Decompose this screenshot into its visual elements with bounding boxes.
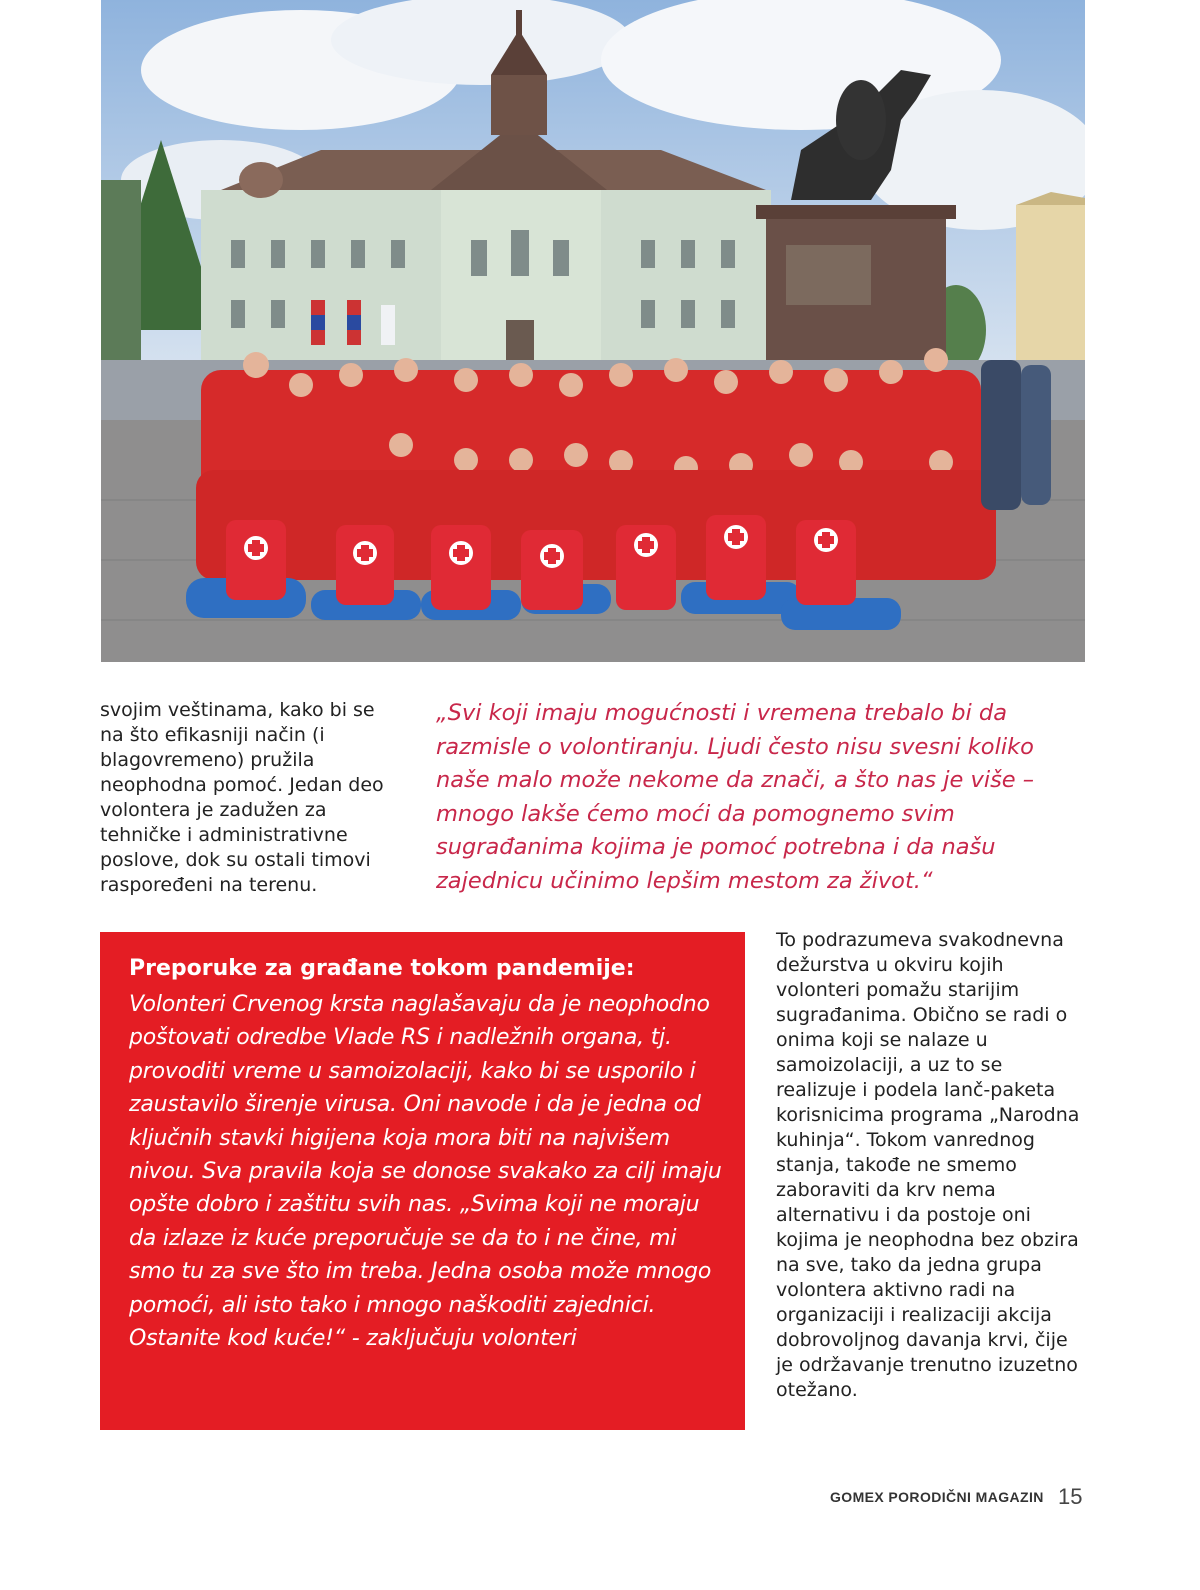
volunteers-photo bbox=[101, 0, 1085, 662]
left-column-text: svojim veštinama, kako bi se na što efikasniji način (i blagovremeno) pružila neophodna pomoć. Jedan deo volontera je zadužen za tehničke i administrativne poslove, dok su ostali timovi raspoređeni na terenu. bbox=[100, 699, 384, 896]
pull-quote: „Svi koji imaju mogućnosti i vremena trebalo bi da razmisle o volontiranju. Ljudi često nisu svesni koliko naše malo može nekome da znači, a što nas je više – mnogo lakše ćemo moći da pomognemo svim sugrađanima kojima je pomoć potrebna i da našu zajednicu učinimo lepšim mestom za život.“ bbox=[436, 700, 1035, 894]
box-text: Volonteri Crvenog krsta naglašavaju da je neophodno poštovati odredbe Vlade RS i nadležnih organa, tj. provoditi vreme u samoizolaciji, kako bi se usporilo i zaustavilo širenje virusa. Oni navode i da je jedna od ključnih stavki higijena koja mora biti na najvišem nivou. Sva pravila koja se donose svakako za cilj imaju opšte dobro i zaštitu svih nas. „Svima koji ne moraju da izlaze iz kuće preporučuje se da to i ne čine, mi smo tu za sve što im treba. Jedna osoba može mnogo pomoći, ali isto tako i mnogo naškoditi zajednici. Ostanite kod kuće!“ - zaključuju volonteri bbox=[129, 992, 722, 1352]
volunteers-photo-illustration bbox=[101, 0, 1085, 662]
box-title: Preporuke za građane tokom pandemije: bbox=[129, 956, 635, 981]
page-number: 15 bbox=[1058, 1484, 1083, 1509]
right-column-text: To podrazumeva svakodnevna dežurstva u okviru kojih volonteri pomažu starijim sugrađanima. Obično se radi o onima koji se nalaze u samoizolaciji, a uz to se realizuje i podela lanč-paketa korisnicima programa „Narodna kuhinja“. Tokom vanrednog stanja, takođe ne smemo zaboraviti da krv nema alternativu i da postoje oni kojima je neophodna bez obzira na sve, tako da jedna grupa volontera aktivno radi na organizaciji i realizaciji akcija dobrovoljnog davanja krvi, čije je održavanje trenutno izuzetno otežano. bbox=[776, 929, 1080, 1401]
magazine-name: GOMEX PORODIČNI MAGAZIN bbox=[830, 1489, 1044, 1505]
recommendations-box bbox=[100, 932, 745, 1430]
